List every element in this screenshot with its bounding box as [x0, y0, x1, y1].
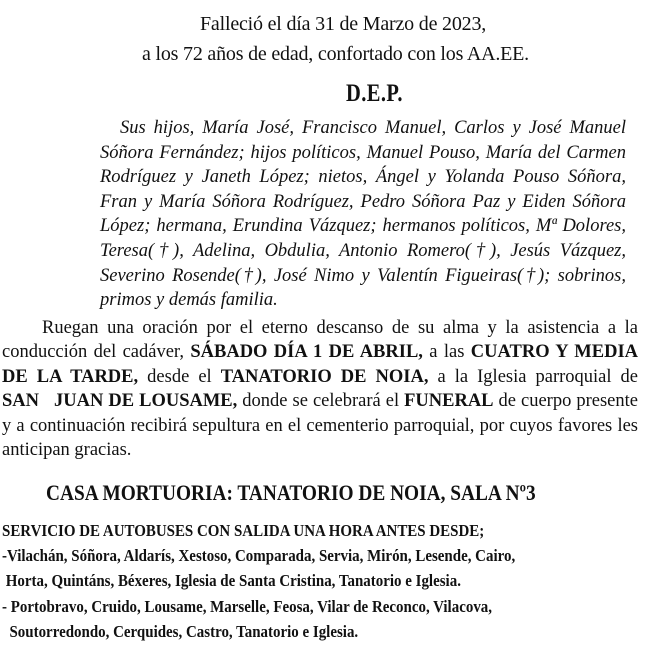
- prayer-text: de cuerpo presente y a continuación recibirá sepultura en el cementerio parroquial, por cuyos favores les anticipan gracias.: [2, 391, 638, 461]
- prayer-text: desde el: [138, 366, 221, 387]
- funeral-date: SÁBADO DÍA 1 DE ABRIL,: [190, 342, 423, 363]
- funeral-home-heading: CASA MORTUORIA: TANATORIO DE NOIA, SALA Nº3: [46, 480, 536, 505]
- prayer-text: donde se celebrará el: [237, 391, 405, 412]
- bus-service-title: SERVICIO DE AUTOBUSES CON SALIDA UNA HORA ANTES DESDE;: [2, 521, 485, 540]
- origin-place: TANATORIO DE NOIA,: [220, 366, 429, 387]
- dep-heading: D.E.P.: [346, 80, 403, 107]
- bus-route-line: -Vilachán, Sóñora, Aldarís, Xestoso, Comparada, Servia, Mirón, Lesende, Cairo,: [2, 546, 516, 566]
- bus-service-block: [2, 518, 618, 644]
- prayer-text: a la Iglesia parroquial de: [428, 366, 639, 387]
- funeral-label: FUNERAL: [404, 391, 494, 412]
- prayer-text: Ruegan una oración por el eterno descanso de su alma y la asistencia a la conducción del cadáver,: [2, 318, 638, 363]
- bus-route-line: - Portobravo, Cruido, Lousame, Marselle, Feosa, Vilar de Reconco, Vilacova,: [2, 596, 493, 616]
- funeral-time: CUATRO Y MEDIA DE LA TARDE,: [2, 342, 639, 387]
- prayer-text: a las: [422, 342, 471, 363]
- death-date-line: Falleció el día 31 de Marzo de 2023,: [200, 13, 487, 35]
- family-text: Sus hijos, María José, Francisco Manuel, Carlos y José Manuel Sóñora Fernández; hijos políticos, Manuel Pouso, María del Carmen Rodríguez y Janeth López; nietos, Ángel y Yolanda Pouso Sóñora, Fran y María Sóñora Rodríguez, Pedro Sóñora Paz y Eiden Sóñora López; hermana, Erundina Vázquez; hermanos políticos, Mª Dolores, Teresa(†), Adelina, Obdulia, Antonio Romero(†), Jesús Vázquez, Severino Rosende(†), José Nimo y Valentín Figueiras(†); sobrinos, primos y demás familia.: [100, 118, 626, 311]
- family-paragraph: [100, 116, 626, 313]
- church-name: SAN JUAN DE LOUSAME,: [2, 391, 238, 412]
- bus-route-line: Soutorredondo, Cerquides, Castro, Tanatorio e Iglesia.: [2, 621, 359, 641]
- bus-route-line: Horta, Quintáns, Béxeres, Iglesia de Santa Cristina, Tanatorio e Iglesia.: [2, 571, 461, 591]
- prayer-paragraph: [2, 316, 638, 462]
- age-line: a los 72 años de edad, confortado con los AA.EE.: [142, 43, 529, 65]
